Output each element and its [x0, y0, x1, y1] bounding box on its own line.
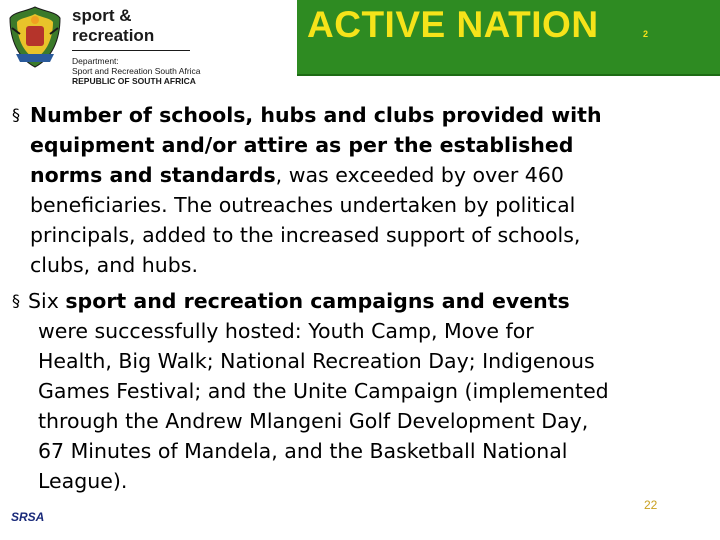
bullet-text	[0, 286, 718, 496]
bullet-text	[0, 100, 710, 280]
logo-text	[72, 6, 294, 86]
text-line: Six sport and recreation campaigns and events	[28, 289, 570, 313]
slide-title: ACTIVE NATION	[307, 4, 599, 45]
department-logo	[0, 0, 297, 86]
footer-org-label: SRSA	[11, 510, 45, 524]
text-line: through the Andrew Mlangeni Golf Development Day,	[38, 409, 589, 433]
text-line: were successfully hosted: Youth Camp, Move for	[38, 319, 534, 343]
coat-of-arms-icon	[6, 4, 64, 70]
text-line: norms and standards, was exceeded by over 460	[30, 163, 564, 187]
text-line: 67 Minutes of Mandela, and the Basketball National	[38, 439, 568, 463]
text-line: beneficiaries. The outreaches undertaken by political	[30, 193, 576, 217]
slide-header	[0, 0, 720, 86]
text-line: clubs, and hubs.	[30, 253, 198, 277]
text-line: Games Festival; and the Unite Campaign (implemented	[38, 379, 609, 403]
bullet-marker: §	[12, 105, 20, 124]
title-superscript: 2	[643, 29, 649, 39]
bullet-item-2	[0, 286, 720, 496]
bullet-item-1	[0, 100, 720, 280]
title-banner	[297, 0, 720, 76]
logo-title: sport & recreation	[72, 6, 190, 51]
bullet-marker: §	[12, 291, 20, 310]
text-line: Number of schools, hubs and clubs provided with	[30, 103, 602, 127]
text-line: principals, added to the increased support of schools,	[30, 223, 581, 247]
text-line: equipment and/or attire as per the established	[30, 133, 574, 157]
page-number: 22	[644, 498, 658, 512]
department-label: Department:	[72, 56, 119, 66]
department-name: Sport and Recreation South Africa	[72, 66, 201, 76]
text-line: League).	[38, 469, 128, 493]
text-line: Health, Big Walk; National Recreation Day; Indigenous	[38, 349, 595, 373]
country-name: REPUBLIC OF SOUTH AFRICA	[72, 76, 196, 86]
